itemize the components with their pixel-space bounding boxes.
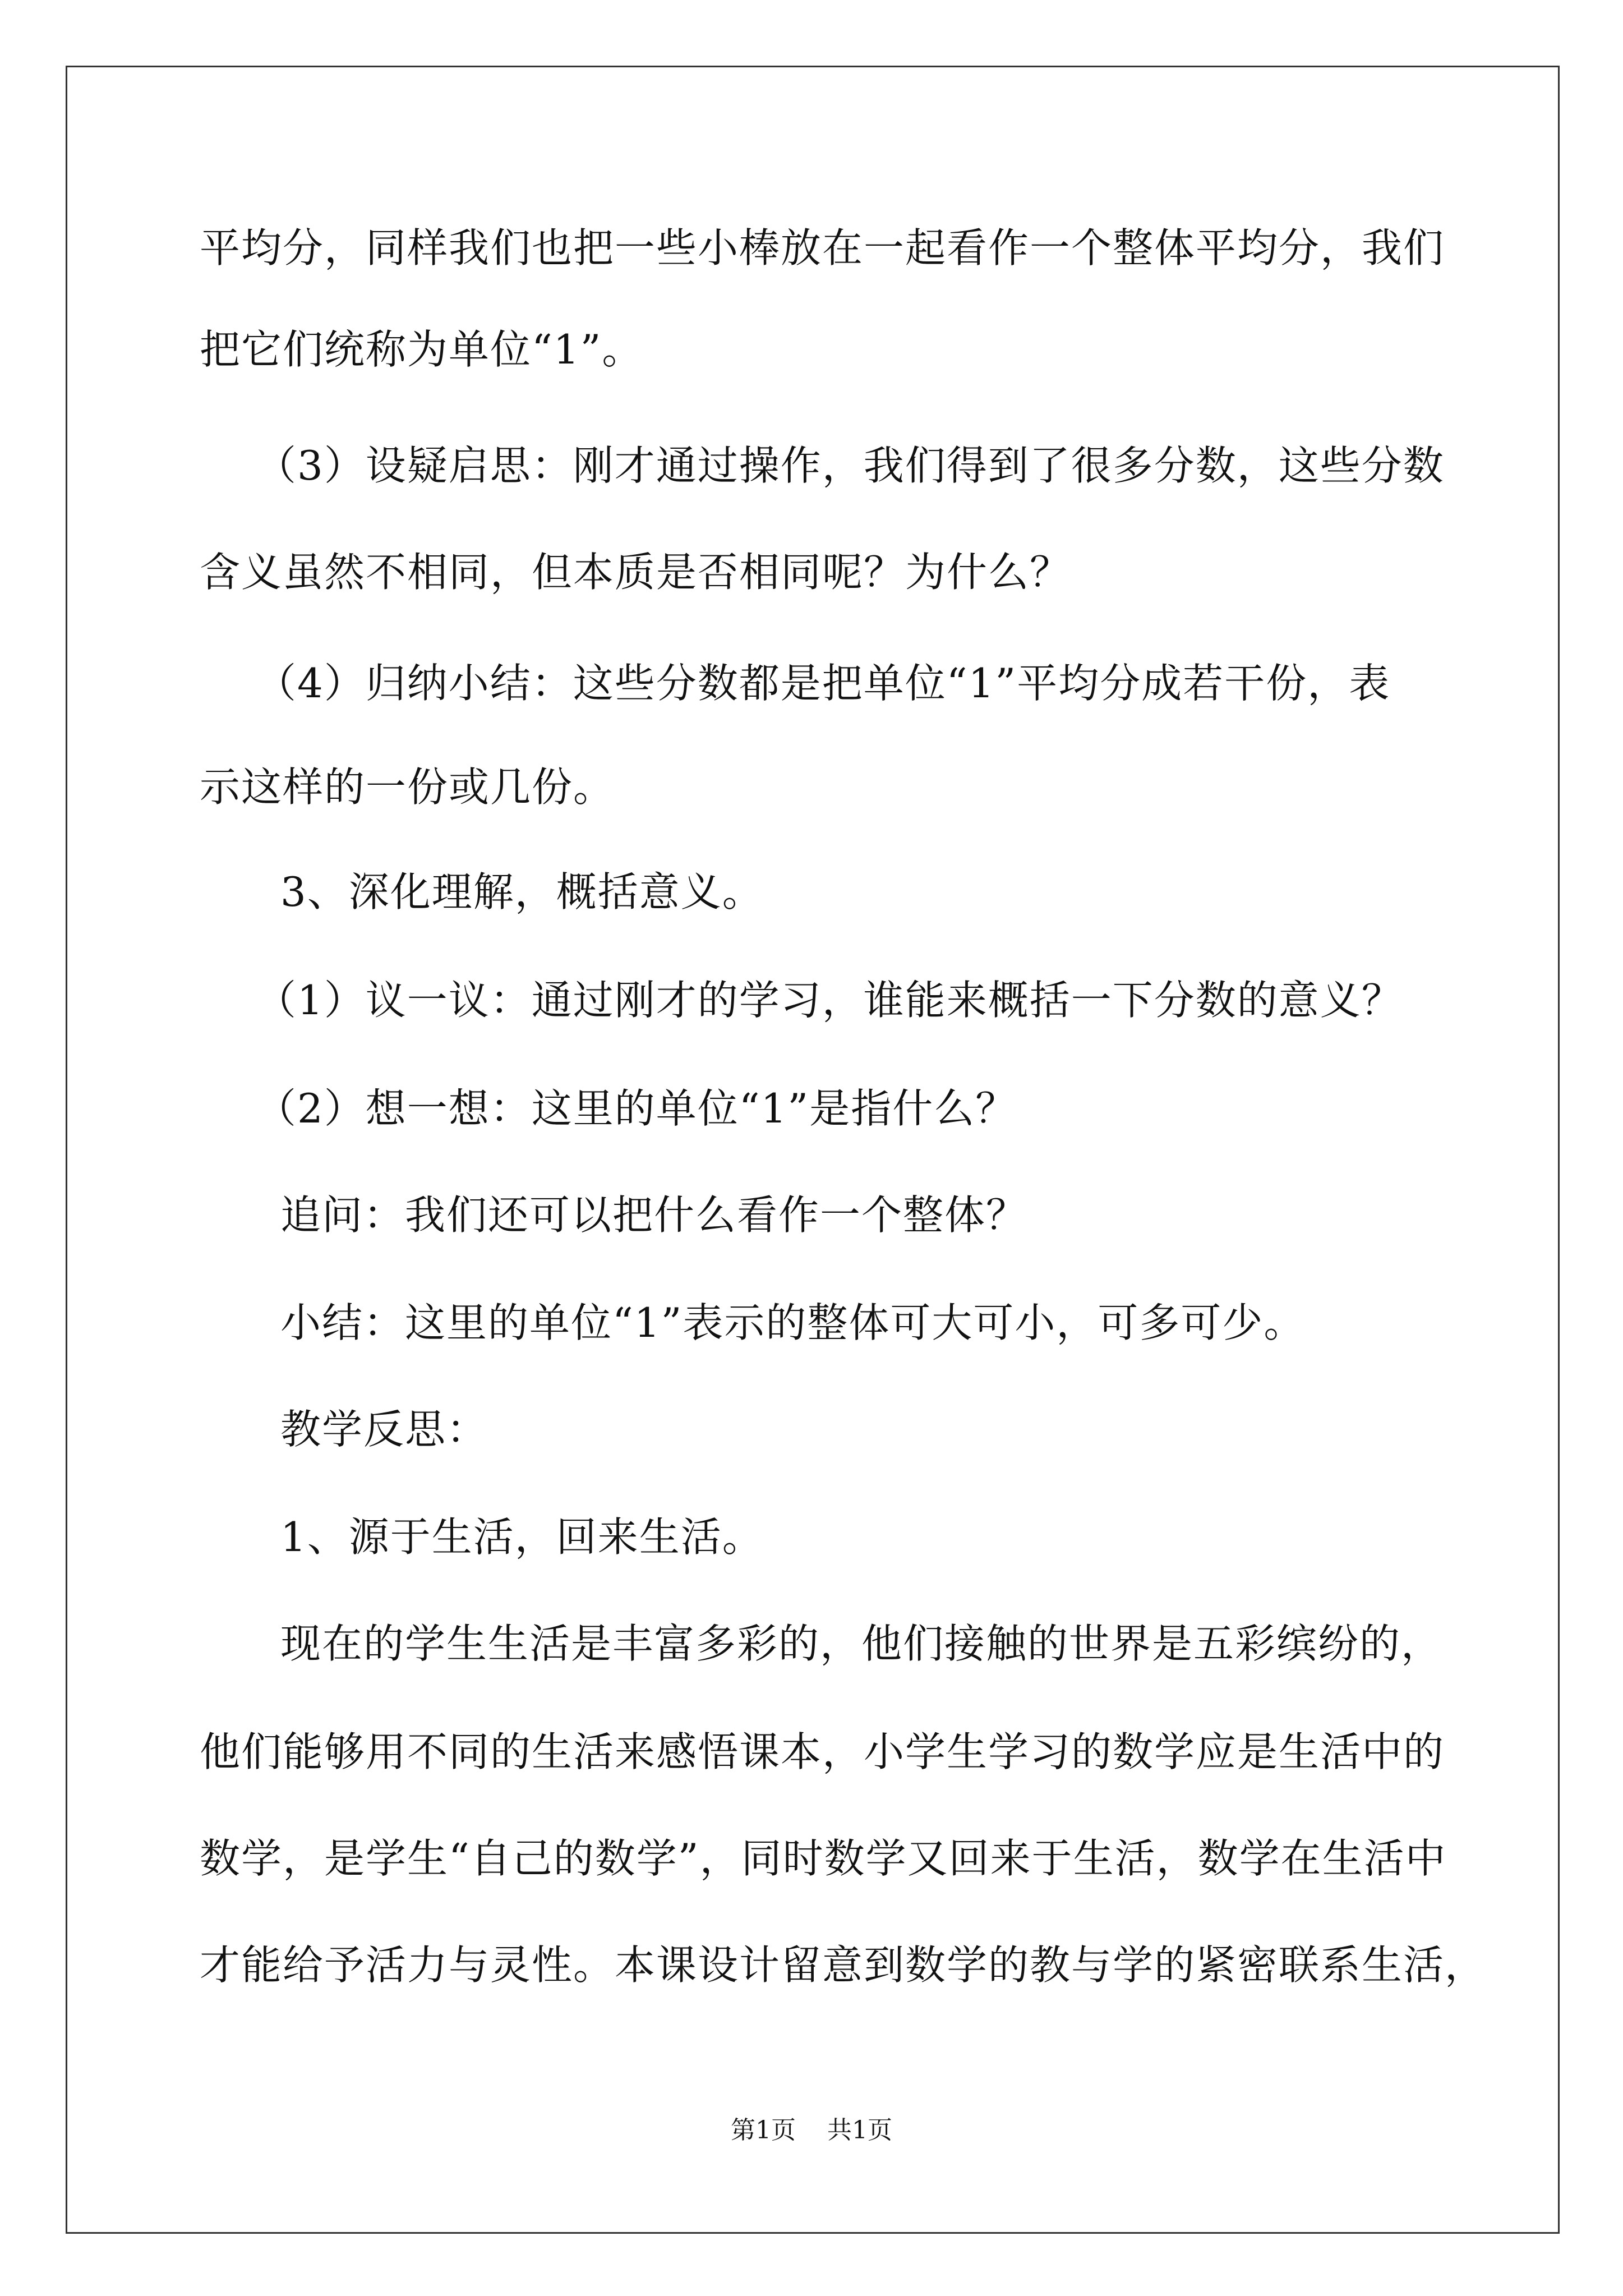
text-line: 把它们统称为单位“1”。 <box>200 326 644 373</box>
text-line: 平均分，同样我们也把一些小棒放在一起看作一个整体平均分，我们 <box>200 224 1445 272</box>
section-heading: 3、深化理解，概括意义。 <box>280 868 764 915</box>
text-line: 数学，是学生“自己的数学”，同时数学又回来于生活，数学在生活中 <box>200 1835 1447 1882</box>
text-line: 含义虽然不相同，但本质是否相同呢？为什么？ <box>200 549 1072 596</box>
text-line: （4）归纳小结：这些分数都是把单位“1”平均分成若干份，表 <box>256 660 1391 707</box>
page-total: 共1页 <box>827 2116 892 2145</box>
page-footer <box>0 2115 1623 2146</box>
text-line: （2）想一想：这里的单位“1”是指什么？ <box>256 1085 1017 1132</box>
text-line: 小结：这里的单位“1”表示的整体可大可小，可多可少。 <box>280 1299 1306 1346</box>
text-line: 示这样的一份或几份。 <box>200 763 615 811</box>
text-line: （1）议一议：通过刚才的学习，谁能来概括一下分数的意义？ <box>256 977 1403 1024</box>
text-line: 追问：我们还可以把什么看作一个整体？ <box>280 1191 1028 1239</box>
text-line: 现在的学生生活是丰富多彩的，他们接触的世界是五彩缤纷的， <box>280 1620 1443 1667</box>
text-line: （3）设疑启思：刚才通过操作，我们得到了很多分数，这些分数 <box>256 442 1445 489</box>
text-line: 他们能够用不同的生活来感悟课本，小学生学习的数学应是生活中的 <box>200 1728 1445 1775</box>
section-heading: 1、源于生活，回来生活。 <box>280 1513 764 1561</box>
section-heading: 教学反思： <box>280 1406 488 1453</box>
text-line: 才能给予活力与灵性。本课设计留意到数学的教与学的紧密联系生活， <box>200 1941 1487 1989</box>
page-border <box>66 66 1560 2234</box>
page-number: 第1页 <box>731 2116 796 2145</box>
